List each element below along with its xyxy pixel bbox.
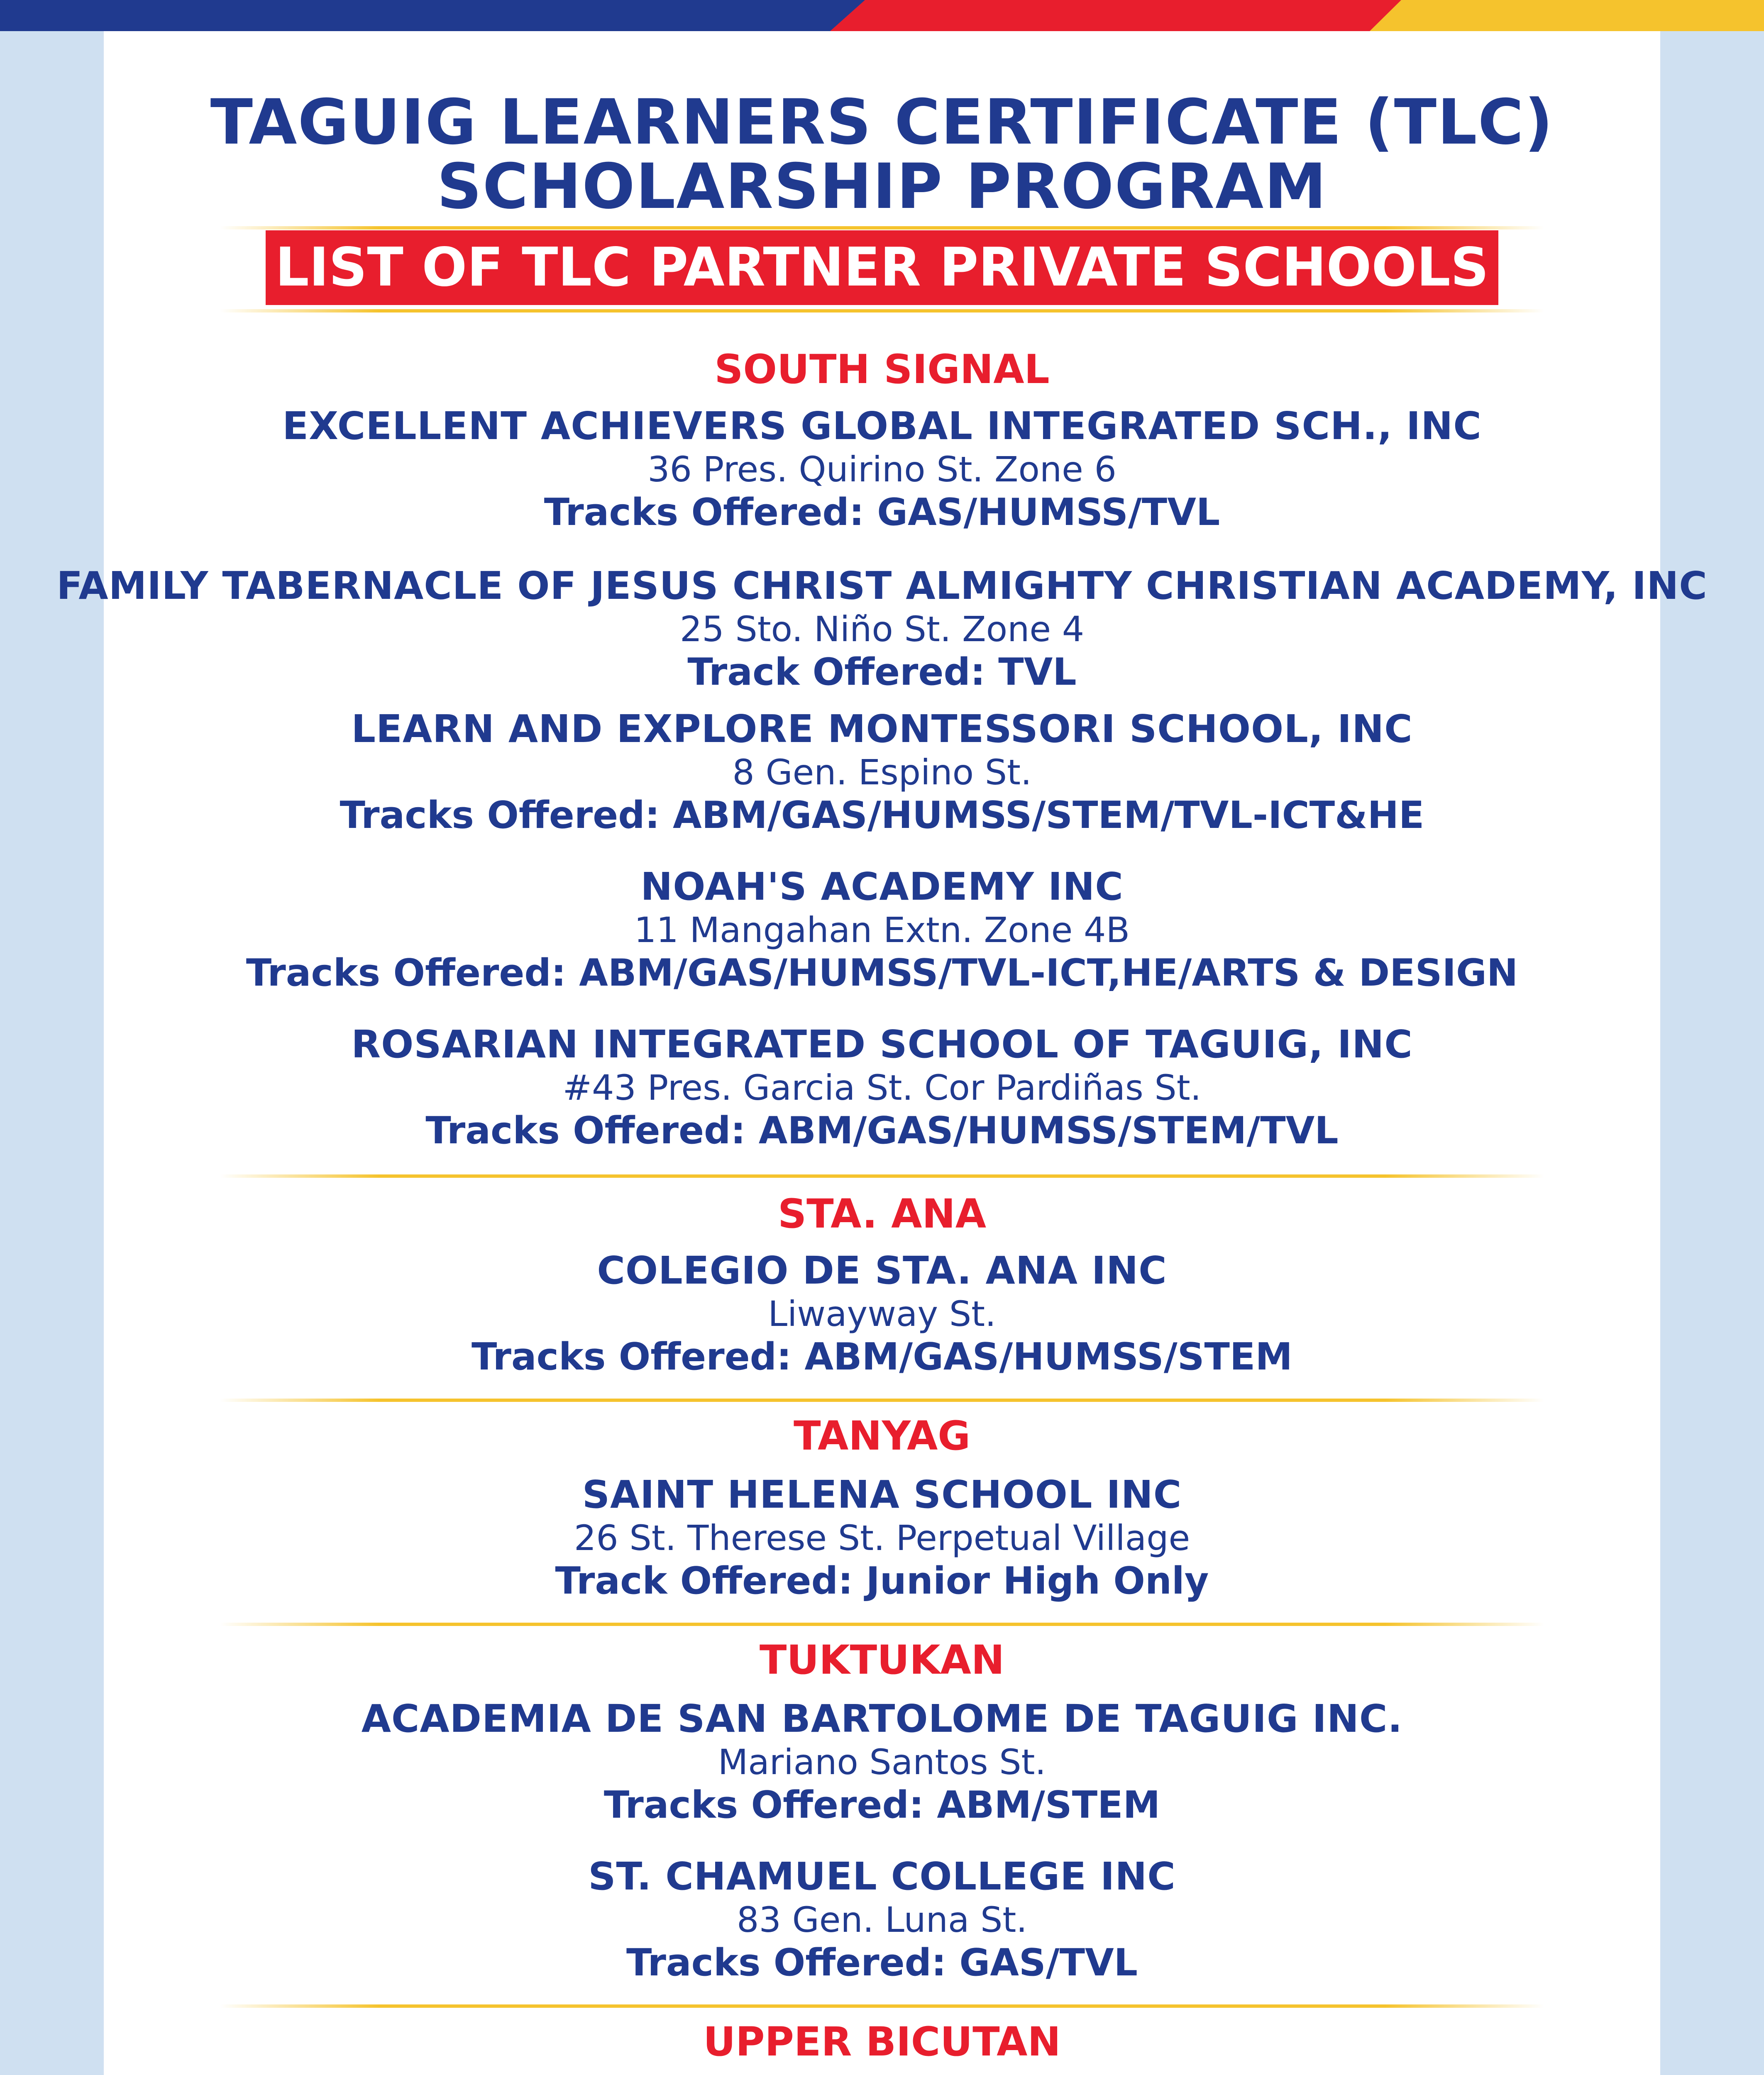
school-entry bbox=[0, 1023, 1764, 1152]
school-entry bbox=[0, 1855, 1764, 1985]
location-heading: TUKTUKAN bbox=[759, 1637, 1005, 1683]
school-entry bbox=[0, 708, 1764, 837]
section-divider bbox=[220, 2004, 1544, 2008]
school-address: Mariano Santos St. bbox=[718, 1742, 1046, 1782]
school-address: #43 Pres. Garcia St. Cor Pardiñas St. bbox=[562, 1067, 1202, 1108]
banner-bottom-rule bbox=[220, 309, 1544, 312]
school-name: FAMILY TABERNACLE OF JESUS CHRIST ALMIGHTY CHRISTIAN ACADEMY, INC bbox=[56, 564, 1708, 608]
location-heading: UPPER BICUTAN bbox=[703, 2019, 1061, 2065]
location-heading: STA. ANA bbox=[777, 1191, 987, 1237]
school-address: 83 Gen. Luna St. bbox=[737, 1899, 1027, 1940]
top-stripe-yellow bbox=[1370, 0, 1764, 31]
school-name: SAINT HELENA SCHOOL INC bbox=[582, 1472, 1182, 1517]
school-tracks: Tracks Offered: ABM/GAS/HUMSS/STEM bbox=[472, 1335, 1292, 1379]
school-name: COLEGIO DE STA. ANA INC bbox=[597, 1248, 1167, 1293]
school-address: 25 Sto. Niño St. Zone 4 bbox=[679, 609, 1085, 649]
location-heading: TANYAG bbox=[793, 1413, 971, 1459]
section-divider bbox=[220, 1399, 1544, 1402]
school-entry bbox=[0, 865, 1764, 995]
school-address: 8 Gen. Espino St. bbox=[732, 752, 1032, 793]
school-tracks: Track Offered: TVL bbox=[687, 650, 1077, 694]
section-divider bbox=[220, 1174, 1544, 1178]
school-name: ACADEMIA DE SAN BARTOLOME DE TAGUIG INC. bbox=[361, 1697, 1403, 1741]
school-name: ROSARIAN INTEGRATED SCHOOL OF TAGUIG, INC bbox=[351, 1022, 1413, 1067]
school-name: EXCELLENT ACHIEVERS GLOBAL INTEGRATED SCH., INC bbox=[282, 404, 1482, 448]
location-heading: SOUTH SIGNAL bbox=[714, 346, 1050, 393]
school-address: Liwayway St. bbox=[768, 1294, 996, 1334]
school-tracks: Tracks Offered: ABM/GAS/HUMSS/STEM/TVL-ICT&HE bbox=[340, 793, 1424, 837]
page-title-line2: SCHOLARSHIP PROGRAM bbox=[437, 151, 1327, 223]
school-entry bbox=[0, 1697, 1764, 1827]
school-name: ST. CHAMUEL COLLEGE INC bbox=[588, 1854, 1176, 1899]
page-title-line1: TAGUIG LEARNERS CERTIFICATE (TLC) bbox=[210, 86, 1554, 159]
school-tracks: Track Offered: Junior High Only bbox=[555, 1559, 1209, 1603]
top-stripe-red bbox=[830, 0, 1411, 31]
school-name: LEARN AND EXPLORE MONTESSORI SCHOOL, INC bbox=[351, 707, 1413, 751]
list-banner: LIST OF TLC PARTNER PRIVATE SCHOOLS bbox=[266, 230, 1498, 305]
school-name: NOAH'S ACADEMY INC bbox=[640, 864, 1124, 909]
school-entry bbox=[0, 564, 1764, 694]
school-tracks: Tracks Offered: ABM/GAS/HUMSS/STEM/TVL bbox=[425, 1109, 1339, 1152]
school-entry bbox=[0, 1473, 1764, 1603]
school-tracks: Tracks Offered: ABM/STEM bbox=[603, 1783, 1161, 1827]
school-address: 26 St. Therese St. Perpetual Village bbox=[574, 1518, 1190, 1558]
school-address: 11 Mangahan Extn. Zone 4B bbox=[634, 910, 1130, 950]
school-entry bbox=[0, 1249, 1764, 1379]
school-tracks: Tracks Offered: GAS/TVL bbox=[626, 1941, 1138, 1985]
banner-top-rule bbox=[220, 226, 1544, 229]
school-tracks: Tracks Offered: GAS/HUMSS/TVL bbox=[544, 491, 1220, 534]
school-address: 36 Pres. Quirino St. Zone 6 bbox=[647, 449, 1117, 490]
school-entry bbox=[0, 405, 1764, 534]
section-divider bbox=[220, 1623, 1544, 1626]
school-tracks: Tracks Offered: ABM/GAS/HUMSS/TVL-ICT,HE/ARTS & DESIGN bbox=[246, 951, 1518, 995]
